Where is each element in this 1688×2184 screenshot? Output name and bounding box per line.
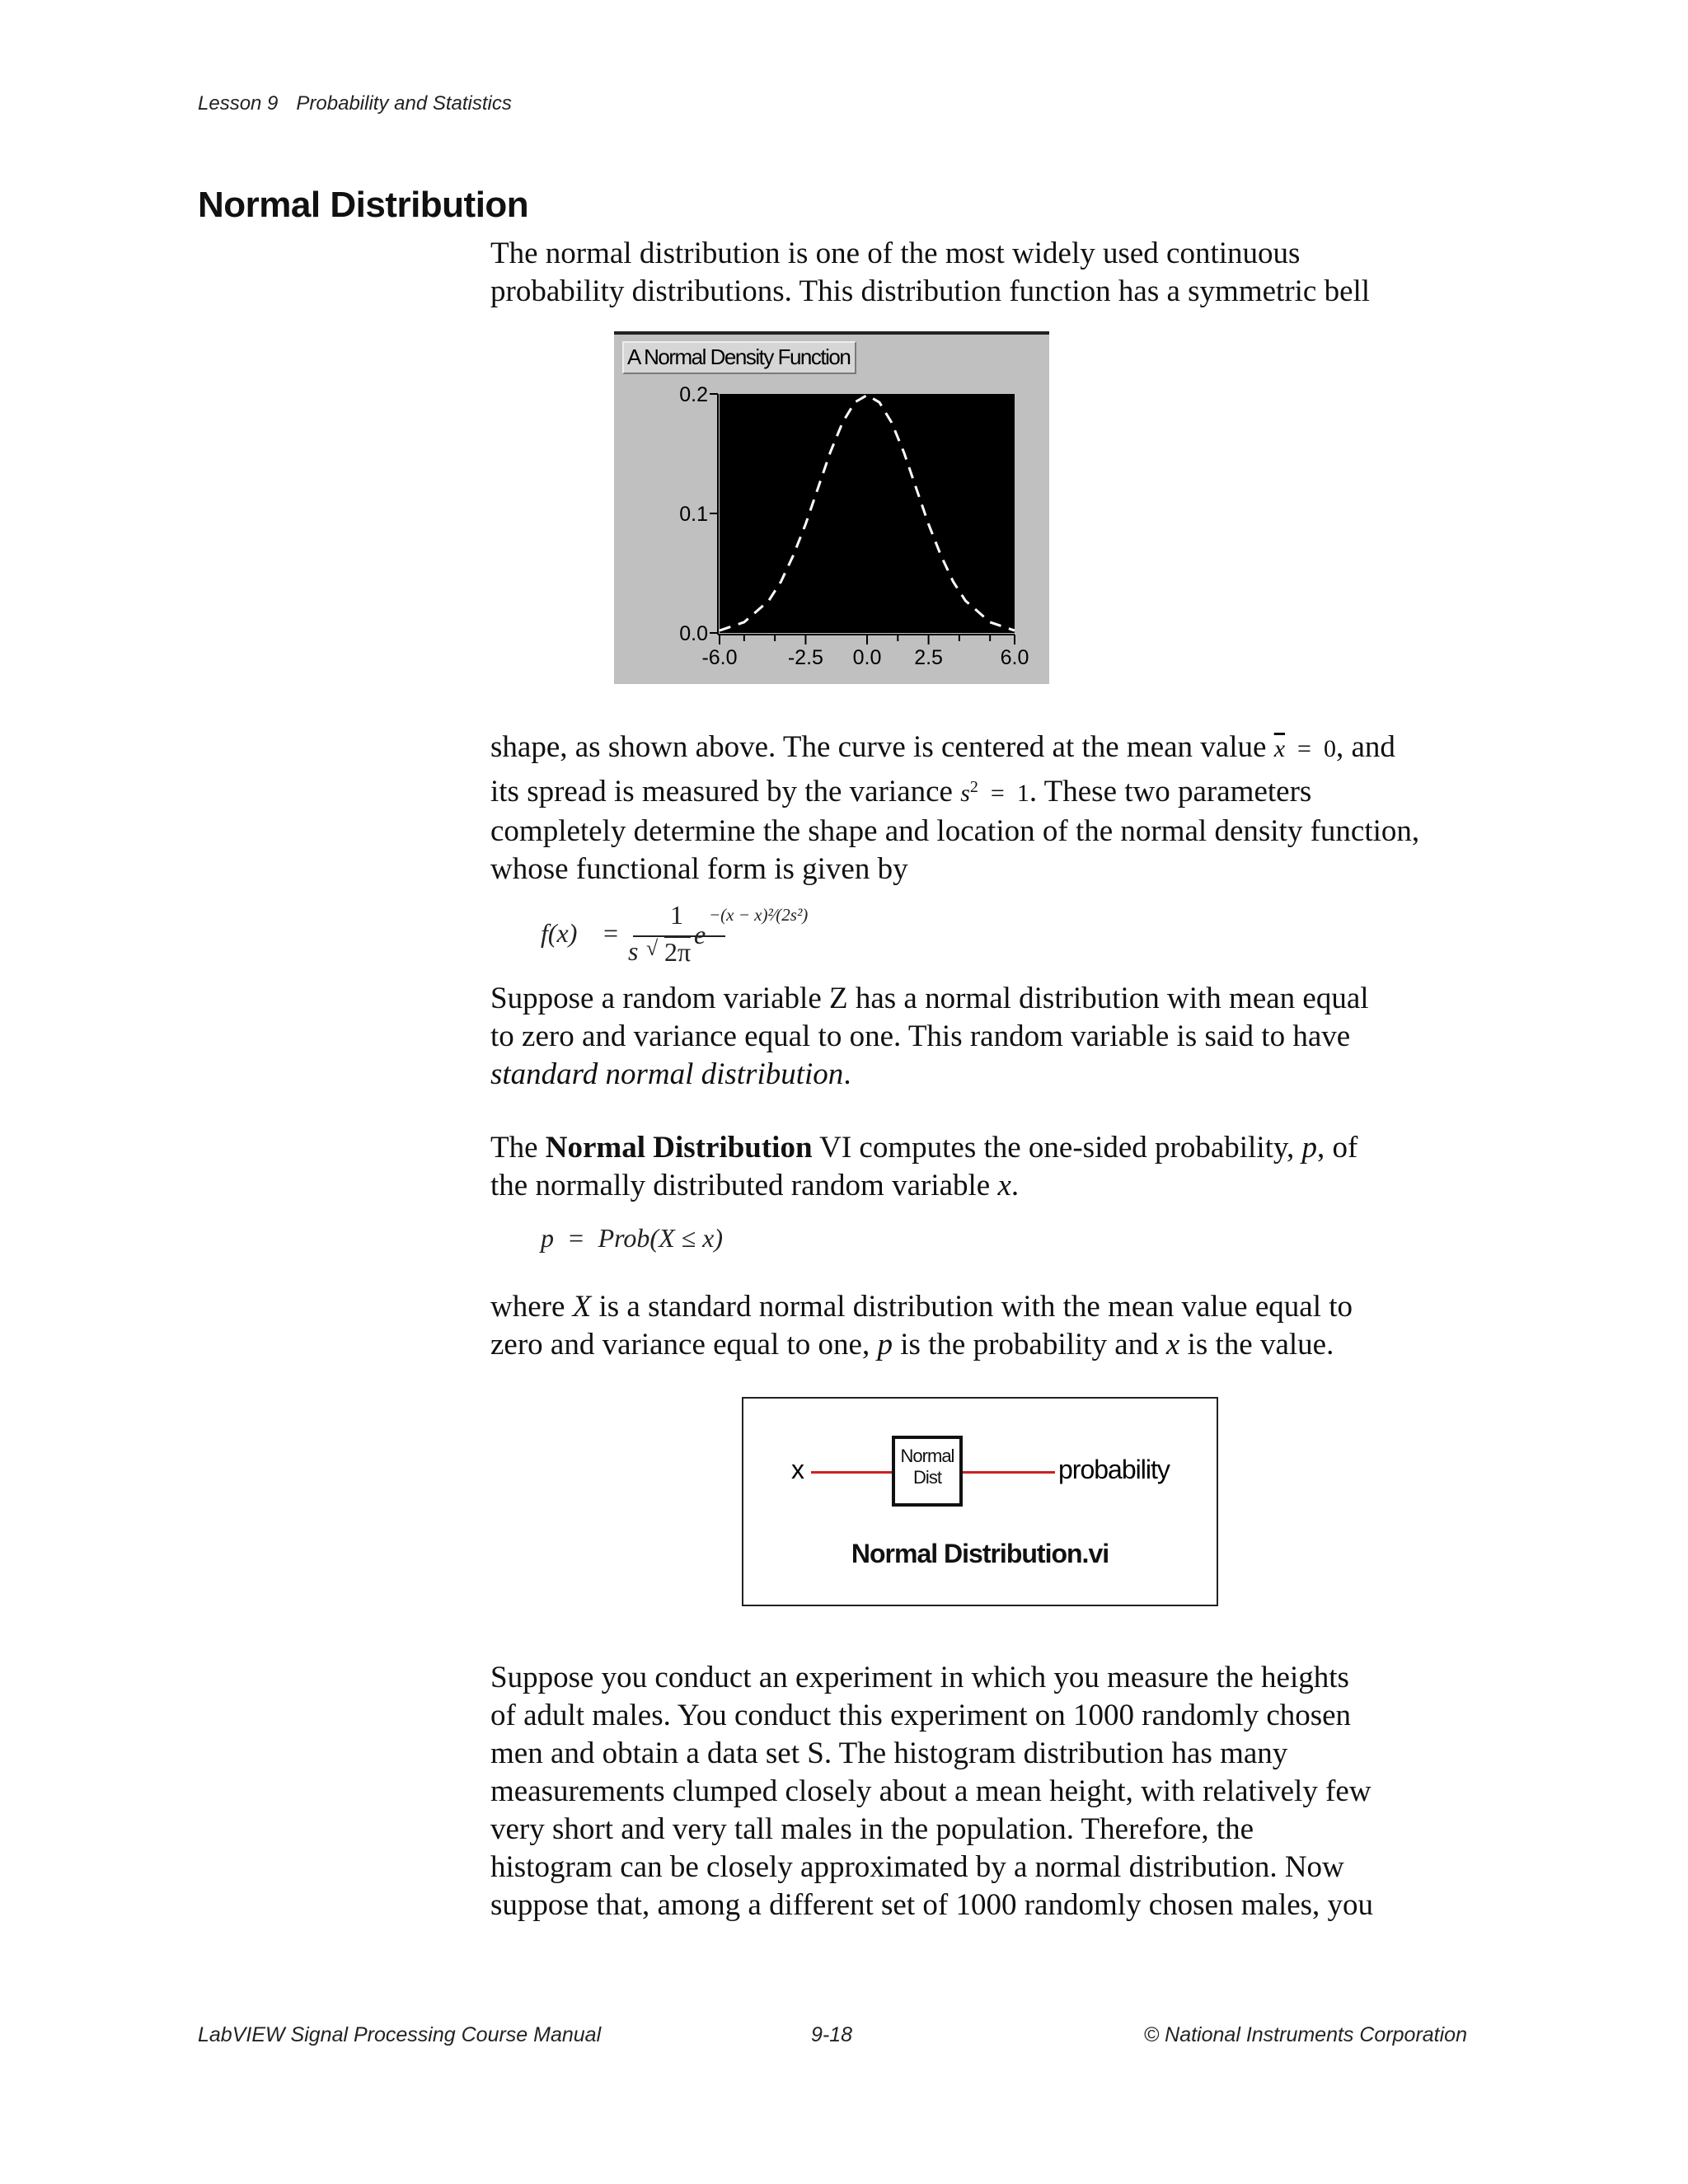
where-line-1-X: X xyxy=(572,1290,592,1324)
vi-line-2-x: x xyxy=(997,1169,1011,1202)
vi-input-label: x xyxy=(791,1455,804,1484)
density-numerator: 1 xyxy=(670,900,683,930)
x-tick-label: 2.5 xyxy=(914,646,943,669)
intro-line-1: The normal distribution is one of the most widely used continuous xyxy=(490,237,1301,270)
experiment-line-7: suppose that, among a different set of 1000 randomly chosen males, you xyxy=(490,1888,1374,1922)
intro-line-2: probability distributions. This distribution function has a symmetric bell xyxy=(490,274,1371,308)
where-line-2-p: p xyxy=(877,1328,893,1361)
footer-manual-title: LabVIEW Signal Processing Course Manual xyxy=(198,2023,602,2046)
mean-value: 0 xyxy=(1323,735,1336,762)
experiment-line-1: Suppose you conduct an experiment in which you measure the heights xyxy=(490,1661,1349,1694)
vi-output-wire xyxy=(963,1471,1055,1474)
shape-line-1a: shape, as shown above. The curve is centered at the mean value xyxy=(490,730,1267,764)
experiment-line-3: men and obtain a data set S. The histogram distribution has many xyxy=(490,1736,1288,1770)
where-line-2-x: x xyxy=(1165,1328,1180,1361)
shape-line-2a: its spread is measured by the variance xyxy=(490,775,953,808)
lesson-number: Lesson 9 xyxy=(198,92,279,115)
suppose-paragraph: Suppose a random variable Z has a normal distribution with mean equal to zero and variance equal to one. This random variable is said to have standard normal distribution. xyxy=(490,982,1369,1091)
running-header xyxy=(198,92,512,115)
intro-paragraph xyxy=(490,235,1479,311)
variance-value: 1 xyxy=(1016,780,1029,807)
experiment-line-5: very short and very tall males in the population. Therefore, the xyxy=(490,1812,1254,1846)
experiment-paragraph xyxy=(490,1659,1479,1924)
shape-line-4: whose functional form is given by xyxy=(490,852,908,886)
normal-density-chart xyxy=(614,331,1049,684)
density-den-radicand: 2π xyxy=(664,937,692,967)
vi-caption: Normal Distribution.vi xyxy=(851,1539,1109,1568)
density-base: e xyxy=(694,920,706,949)
suppose-line-3: standard normal distribution xyxy=(490,1057,844,1091)
plot-area xyxy=(720,394,1015,633)
density-exponent: −(x − x)²⁄(2s²) xyxy=(709,905,809,925)
x-tick-label: -2.5 xyxy=(787,646,823,669)
density-formula: f(x) = 1 s √ 2π e −(x − x)²⁄(2s²) xyxy=(541,900,809,967)
vi-diagram xyxy=(742,1397,1218,1606)
y-tick-label: 0.2 xyxy=(679,383,708,406)
chart-title: A Normal Density Function xyxy=(622,341,856,374)
vi-line-1c: , of xyxy=(1316,1131,1358,1165)
vi-line-1a: The xyxy=(490,1131,538,1165)
where-line-2b: is the probability and xyxy=(900,1328,1159,1361)
vi-line-1-bold: Normal Distribution xyxy=(545,1131,813,1165)
where-line-2c: is the value. xyxy=(1187,1328,1334,1361)
vi-line-2a: the normally distributed random variable xyxy=(490,1169,991,1202)
x-tick-label: 0.0 xyxy=(852,646,882,669)
experiment-line-4: measurements clumped closely about a mean height, with relatively few xyxy=(490,1774,1372,1808)
density-lhs: f(x) xyxy=(541,918,578,948)
vi-line-1-p: p xyxy=(1301,1131,1317,1165)
variance-formula: $s^2 = 1$ xyxy=(960,778,1029,807)
variance-symbol: s xyxy=(960,780,970,807)
mean-symbol: $\overline{x}$ xyxy=(1273,735,1286,762)
shape-paragraph xyxy=(490,729,1479,888)
suppose-line-2: to zero and variance equal to one. This random variable is said to have xyxy=(490,1019,1351,1053)
chart-plot xyxy=(614,335,1049,684)
shape-line-2b: . These two parameters xyxy=(1029,775,1312,808)
x-tick-label: -6.0 xyxy=(701,646,738,669)
vi-icon-line-2: Dist xyxy=(913,1467,941,1488)
experiment-line-6: histogram can be closely approximated by a normal distribution. Now xyxy=(490,1850,1344,1884)
probability-formula: p = Prob(X ≤ x) xyxy=(541,1223,724,1253)
vi-icon-line-1: Normal xyxy=(900,1446,954,1466)
suppose-line-1: Suppose a random variable Z has a normal distribution with mean equal xyxy=(490,982,1369,1015)
vi-output-label: probability xyxy=(1058,1455,1170,1484)
where-paragraph xyxy=(490,1288,1479,1364)
y-tick-label: 0.1 xyxy=(679,503,708,526)
where-line-1a: where xyxy=(490,1290,565,1324)
vi-paragraph: The Normal Distribution VI computes the one-sided probability, p, of the normally distributed random variable x. xyxy=(490,1131,1358,1202)
shape-line-1b: , and xyxy=(1335,730,1395,764)
experiment-line-2: of adult males. You conduct this experiment on 1000 randomly chosen xyxy=(490,1699,1352,1732)
shape-line-3: completely determine the shape and location of the normal density function, xyxy=(490,814,1420,848)
y-tick-label: 0.0 xyxy=(679,622,708,645)
x-tick-label: 6.0 xyxy=(1000,646,1029,669)
mean-formula: $\overline{x} = 0$ xyxy=(1273,735,1336,762)
vi-input-wire xyxy=(811,1471,892,1474)
footer-page-number: 9-18 xyxy=(811,2023,853,2046)
where-line-1b: is a standard normal distribution with the mean value equal to xyxy=(598,1290,1353,1324)
density-den-s: s xyxy=(628,936,639,966)
where-line-2a: zero and variance equal to one, xyxy=(490,1328,870,1361)
vi-line-1b: VI computes the one-sided probability, xyxy=(819,1131,1295,1165)
lesson-title: Probability and Statistics xyxy=(296,92,512,115)
footer-copyright: © National Instruments Corporation xyxy=(1143,2023,1467,2046)
section-title: Normal Distribution xyxy=(198,185,529,225)
variance-exponent: 2 xyxy=(969,778,978,796)
normal-dist-vi-icon xyxy=(892,1436,963,1507)
